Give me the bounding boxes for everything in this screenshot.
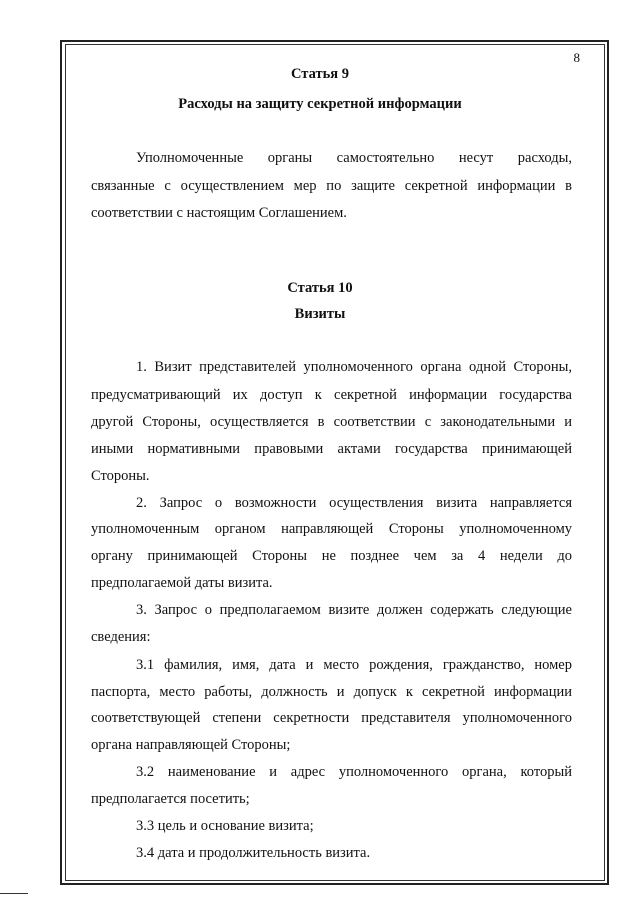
- article-10-line: 3.3 цель и основание визита;: [136, 818, 314, 834]
- article-10-line: предполагается посетить;: [91, 791, 250, 807]
- article-10-line: 3.2 наименование и адрес уполномоченного органа, который: [136, 764, 572, 780]
- article-10-line: 3.1 фамилия, имя, дата и место рождения, гражданство, номер: [136, 657, 572, 673]
- article-9-heading: Статья 9: [291, 66, 349, 82]
- article-10-line: уполномоченным органом направляющей Стороны уполномоченному: [91, 521, 572, 537]
- article-10-line: 3. Запрос о предполагаемом визите должен содержать следующие: [136, 602, 572, 618]
- article-10-line: предусматривающий их доступ к секретной информации государства: [91, 387, 572, 403]
- article-10-line: соответствующей степени секретности представителя уполномоченного: [91, 710, 572, 726]
- article-10-line: органу принимающей Стороны не позднее чем за 4 недели до: [91, 548, 572, 564]
- article-10-line: 1. Визит представителей уполномоченного органа одной Стороны,: [136, 359, 572, 375]
- article-10-line: сведения:: [91, 629, 151, 645]
- article-10-line: органа направляющей Стороны;: [91, 737, 291, 753]
- article-10-subtitle: Визиты: [294, 306, 346, 322]
- article-10-line: паспорта, место работы, должность и допуск к секретной информации: [91, 684, 572, 700]
- page-number: 8: [573, 50, 580, 65]
- article-10-line: предполагаемой даты визита.: [91, 575, 273, 591]
- article-9-line: соответствии с настоящим Соглашением.: [91, 205, 347, 221]
- article-10-line: 3.4 дата и продолжительность визита.: [136, 845, 371, 861]
- article-10-line: иными нормативными правовыми актами государства принимающей: [91, 441, 572, 457]
- article-10-line: Стороны.: [91, 468, 150, 484]
- article-10-heading: Статья 10: [287, 280, 353, 296]
- article-10-line: другой Стороны, осуществляется в соответствии с законодательными и: [91, 414, 572, 430]
- scan-edge-mark: [0, 893, 28, 894]
- article-10-line: 2. Запрос о возможности осуществления визита направляется: [136, 495, 572, 511]
- article-9-line: связанные с осуществлением мер по защите секретной информации в: [91, 178, 572, 194]
- article-9-line: Уполномоченные органы самостоятельно несут расходы,: [136, 150, 572, 166]
- article-9-subtitle: Расходы на защиту секретной информации: [178, 96, 462, 112]
